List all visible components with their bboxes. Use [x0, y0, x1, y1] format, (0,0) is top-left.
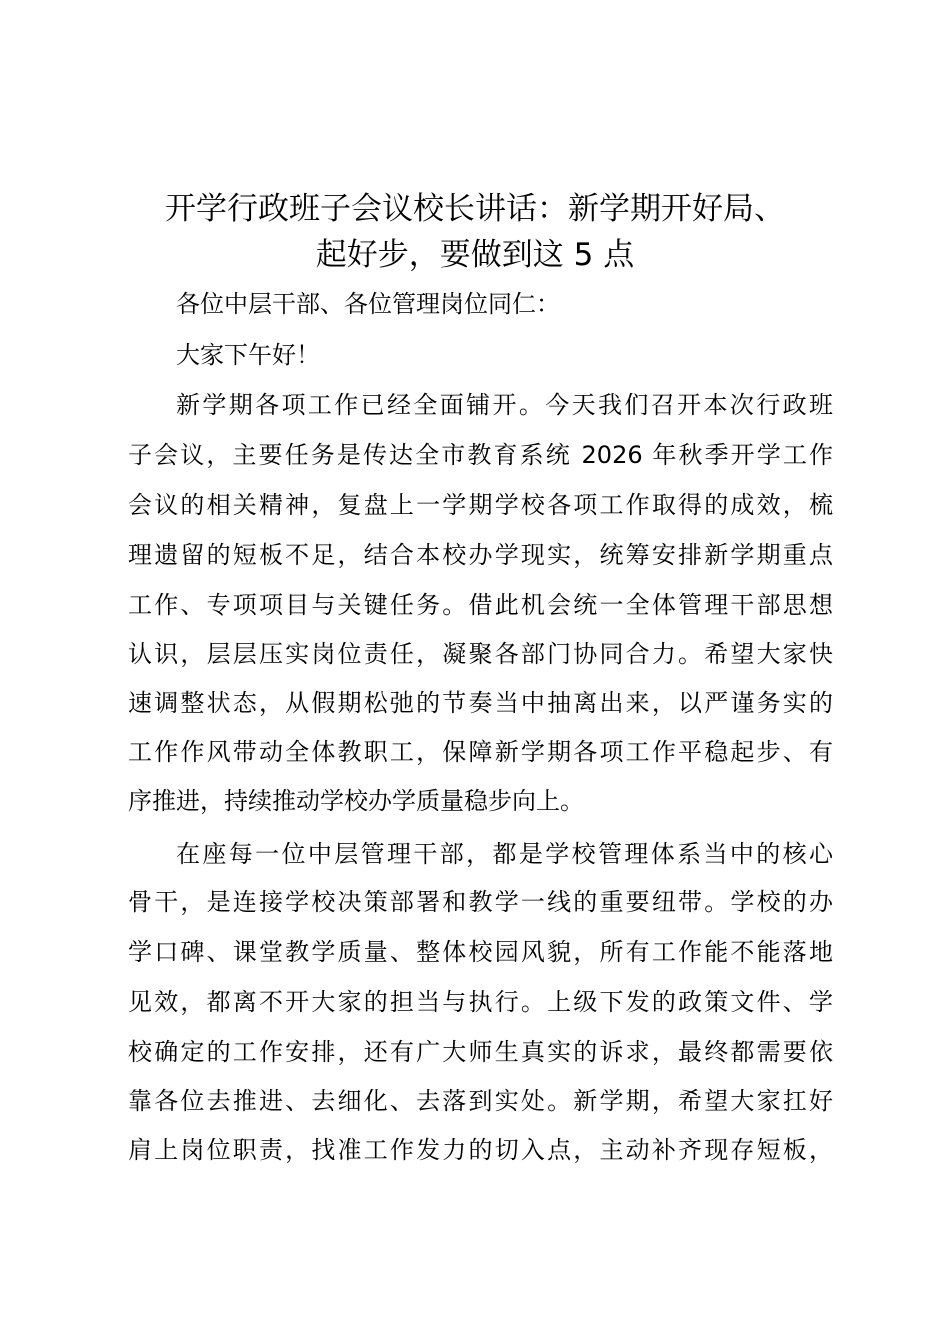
- paragraph-line: 新学期各项工作已经全面铺开。今天我们召开本次行政班: [176, 391, 833, 419]
- paragraph-line: 骨干，是连接学校决策部署和教学一线的重要纽带。学校的办: [128, 888, 833, 916]
- greeting: 大家下午好！: [176, 341, 320, 369]
- salutation: 各位中层干部、各位管理岗位同仁：: [176, 290, 560, 318]
- paragraph-line: 认识，层层压实岗位责任，凝聚各部门协同合力。希望大家快: [128, 640, 833, 668]
- paragraph-line: 工作作风带动全体教职工，保障新学期各项工作平稳起步、有: [128, 738, 833, 766]
- paragraph-line: 会议的相关精神，复盘上一学期学校各项工作取得的成效，梳: [128, 491, 833, 519]
- paragraph-line: 工作、专项项目与关键任务。借此机会统一全体管理干部思想: [128, 591, 833, 619]
- paragraph-line: 见效，都离不开大家的担当与执行。上级下发的政策文件、学: [128, 988, 833, 1016]
- paragraph-line: 序推进，持续推动学校办学质量稳步向上。: [128, 787, 584, 815]
- paragraph-line: 理遗留的短板不足，结合本校办学现实，统筹安排新学期重点: [128, 541, 833, 569]
- paragraph-line: 在座每一位中层管理干部，都是学校管理体系当中的核心: [176, 840, 833, 868]
- paragraph-line: 靠各位去推进、去细化、去落到实处。新学期，希望大家扛好: [128, 1087, 833, 1115]
- document-title-line-2: 起好步，要做到这 5 点: [315, 237, 635, 273]
- paragraph-line: 学口碑、课堂教学质量、整体校园风貌，所有工作能不能落地: [128, 938, 833, 966]
- paragraph-line: 肩上岗位职责，找准工作发力的切入点，主动补齐现存短板，: [128, 1136, 833, 1164]
- paragraph-line: 校确定的工作安排，还有广大师生真实的诉求，最终都需要依: [128, 1038, 833, 1066]
- paragraph-line: 子会议，主要任务是传达全市教育系统 2026 年秋季开学工作: [128, 441, 833, 469]
- paragraph-line: 速调整状态，从假期松弛的节奏当中抽离出来，以严谨务实的: [128, 689, 833, 717]
- document-title-line-1: 开学行政班子会议校长讲话：新学期开好局、: [165, 191, 785, 227]
